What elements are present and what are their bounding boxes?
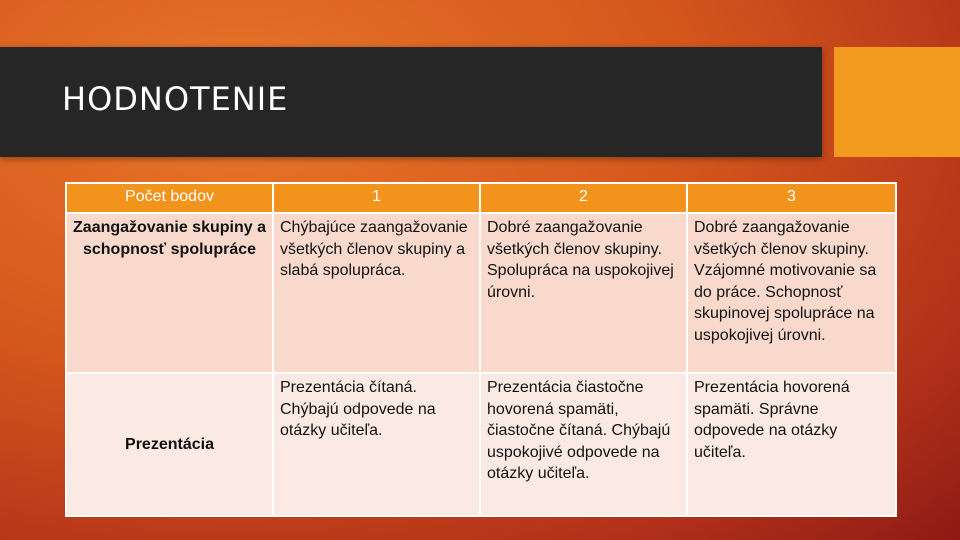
table-cell: Dobré zaangažovanie všetkých členov skupiny. Vzájomné motivovanie sa do práce. Schopnosť skupinovej spolupráce na uspokojivej úrovni. [687, 213, 896, 373]
table-row [66, 373, 896, 516]
slide-title: HODNOTENIE [62, 80, 289, 118]
table-cell: Dobré zaangažovanie všetkých členov skupiny. Spolupráca na uspokojivej úrovni. [480, 213, 687, 373]
header-row [66, 183, 896, 213]
header-score-1: 1 [273, 183, 480, 213]
table-cell: Prezentácia hovorená spamäti. Správne odpovede na otázky učiteľa. [687, 373, 896, 516]
header-score-2: 2 [480, 183, 687, 213]
rubric-table [65, 182, 897, 517]
row-label: Zaangažovanie skupiny a schopnosť spolupráce [66, 213, 273, 373]
table-cell: Prezentácia čítaná. Chýbajú odpovede na otázky učiteľa. [273, 373, 480, 516]
row-label: Prezentácia [66, 373, 273, 516]
header-points: Počet bodov [66, 183, 273, 213]
table-cell: Prezentácia čiastočne hovorená spamäti, čiastočne čítaná. Chýbajú uspokojivé odpovede na otázky učiteľa. [480, 373, 687, 516]
table-cell: Chýbajúce zaangažovanie všetkých členov skupiny a slabá spolupráca. [273, 213, 480, 373]
header-score-3: 3 [687, 183, 896, 213]
accent-block [834, 47, 960, 157]
table-row [66, 213, 896, 373]
